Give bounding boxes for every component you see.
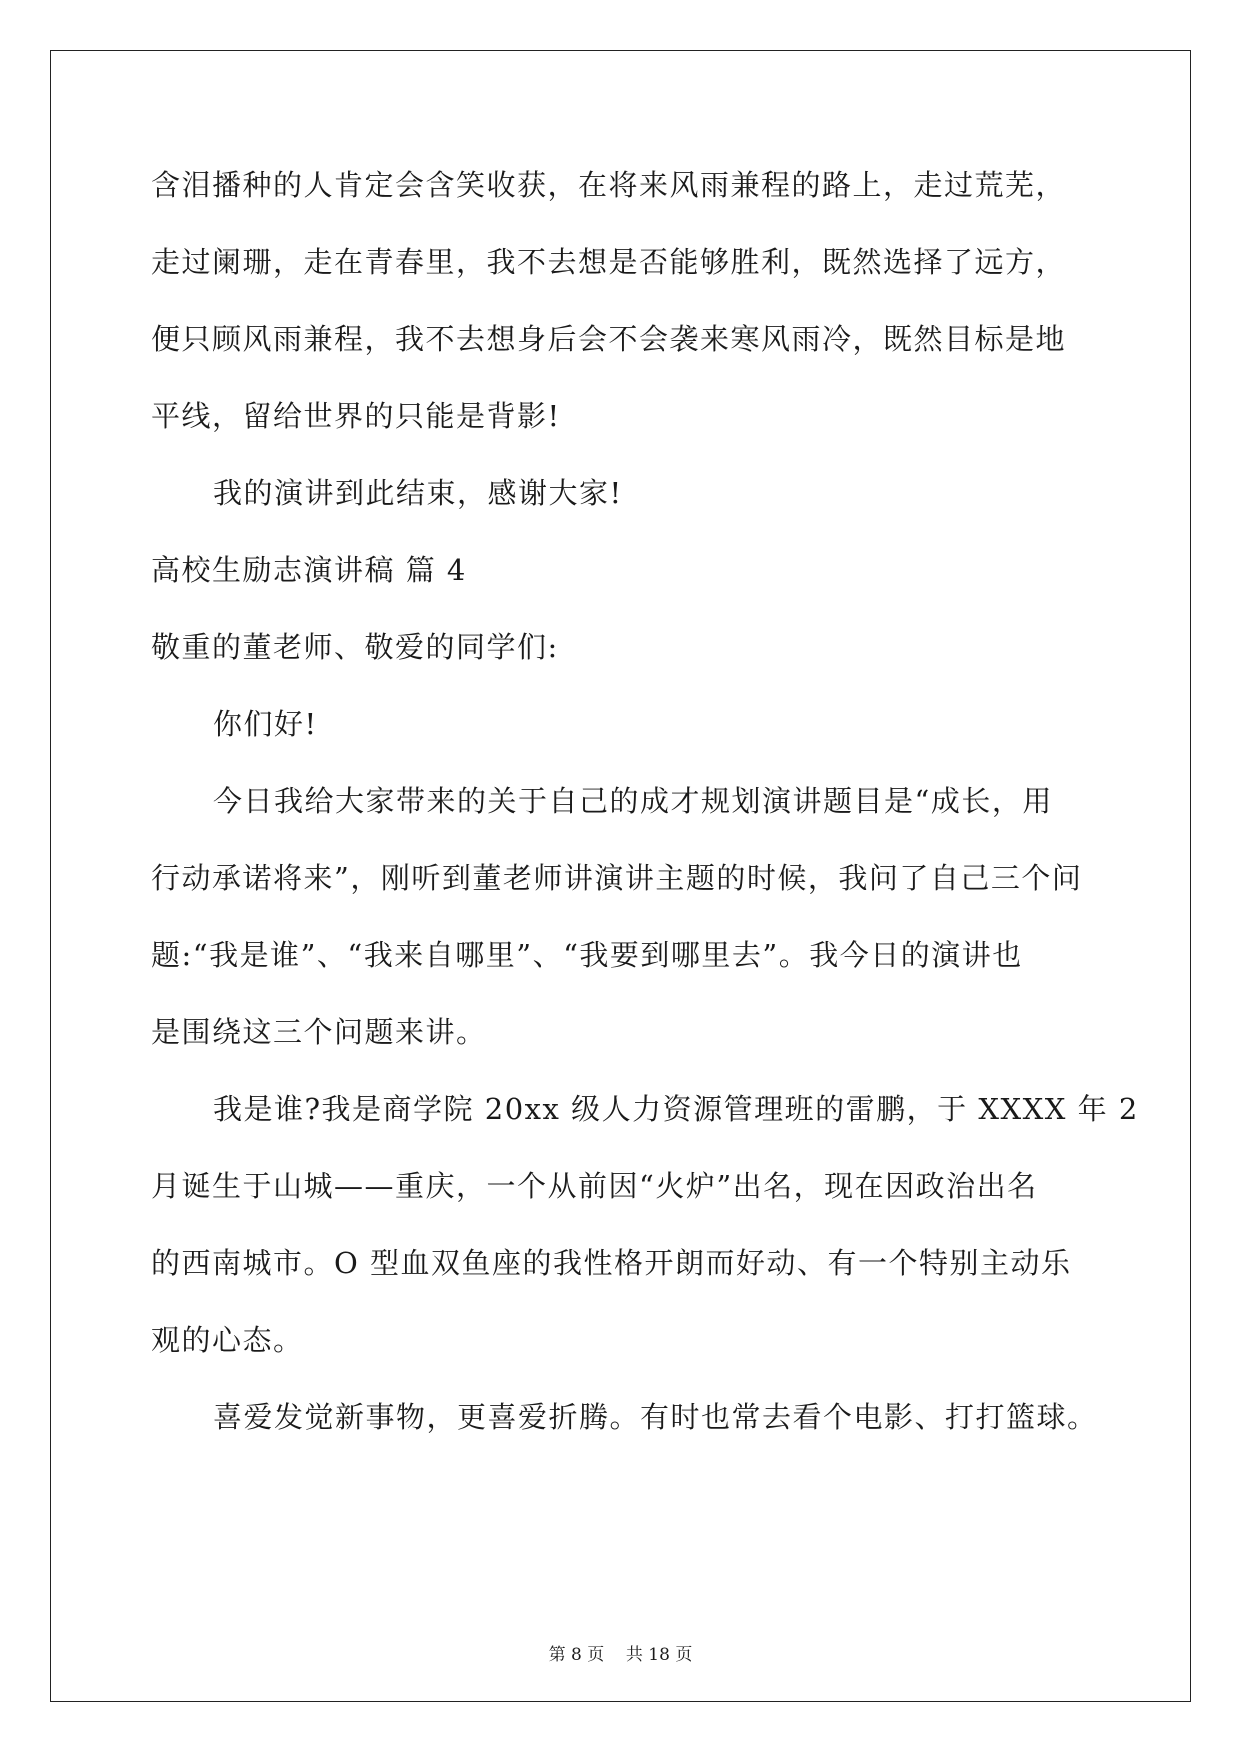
section-heading: 高校生励志演讲稿 篇 4 <box>151 553 467 587</box>
paragraph-line: 喜爱发觉新事物，更喜爱折腾。有时也常去看个电影、打打篮球。 <box>213 1400 1098 1434</box>
paragraph-line: 观的心态。 <box>151 1323 304 1357</box>
paragraph-line: 平线，留给世界的只能是背影! <box>151 399 561 433</box>
greeting: 你们好! <box>213 707 318 741</box>
paragraph-line: 行动承诺将来”，刚听到董老师讲演讲主题的时候，我问了自己三个问 <box>151 861 1083 895</box>
paragraph-line: 月诞生于山城——重庆，一个从前因“火炉”出名，现在因政治出名 <box>151 1169 1038 1203</box>
paragraph-line: 我的演讲到此结束，感谢大家! <box>213 476 623 510</box>
paragraph-line: 的西南城市。O 型血双鱼座的我性格开朗而好动、有一个特别主动乐 <box>151 1246 1072 1280</box>
paragraph-line: 便只顾风雨兼程，我不去想身后会不会袭来寒风雨冷，既然目标是地 <box>151 322 1067 356</box>
paragraph-line: 走过阑珊，走在青春里，我不去想是否能够胜利，既然选择了远方， <box>151 245 1067 279</box>
paragraph-line: 题:“我是谁”、“我来自哪里”、“我要到哪里去”。我今日的演讲也 <box>151 938 1023 972</box>
paragraph-line: 我是谁?我是商学院 20xx 级人力资源管理班的雷鹏，于 XXXX 年 2 <box>213 1092 1139 1126</box>
page-footer <box>0 1640 1241 1665</box>
page-number: 第 8 页 <box>548 1645 605 1665</box>
paragraph-line: 是围绕这三个问题来讲。 <box>151 1015 487 1049</box>
paragraph-line: 含泪播种的人肯定会含笑收获，在将来风雨兼程的路上，走过荒芜， <box>151 168 1067 202</box>
salutation: 敬重的董老师、敬爱的同学们: <box>151 630 559 664</box>
paragraph-line: 今日我给大家带来的关于自己的成才规划演讲题目是“成长，用 <box>213 784 1053 818</box>
page-total: 共 18 页 <box>625 1645 693 1665</box>
